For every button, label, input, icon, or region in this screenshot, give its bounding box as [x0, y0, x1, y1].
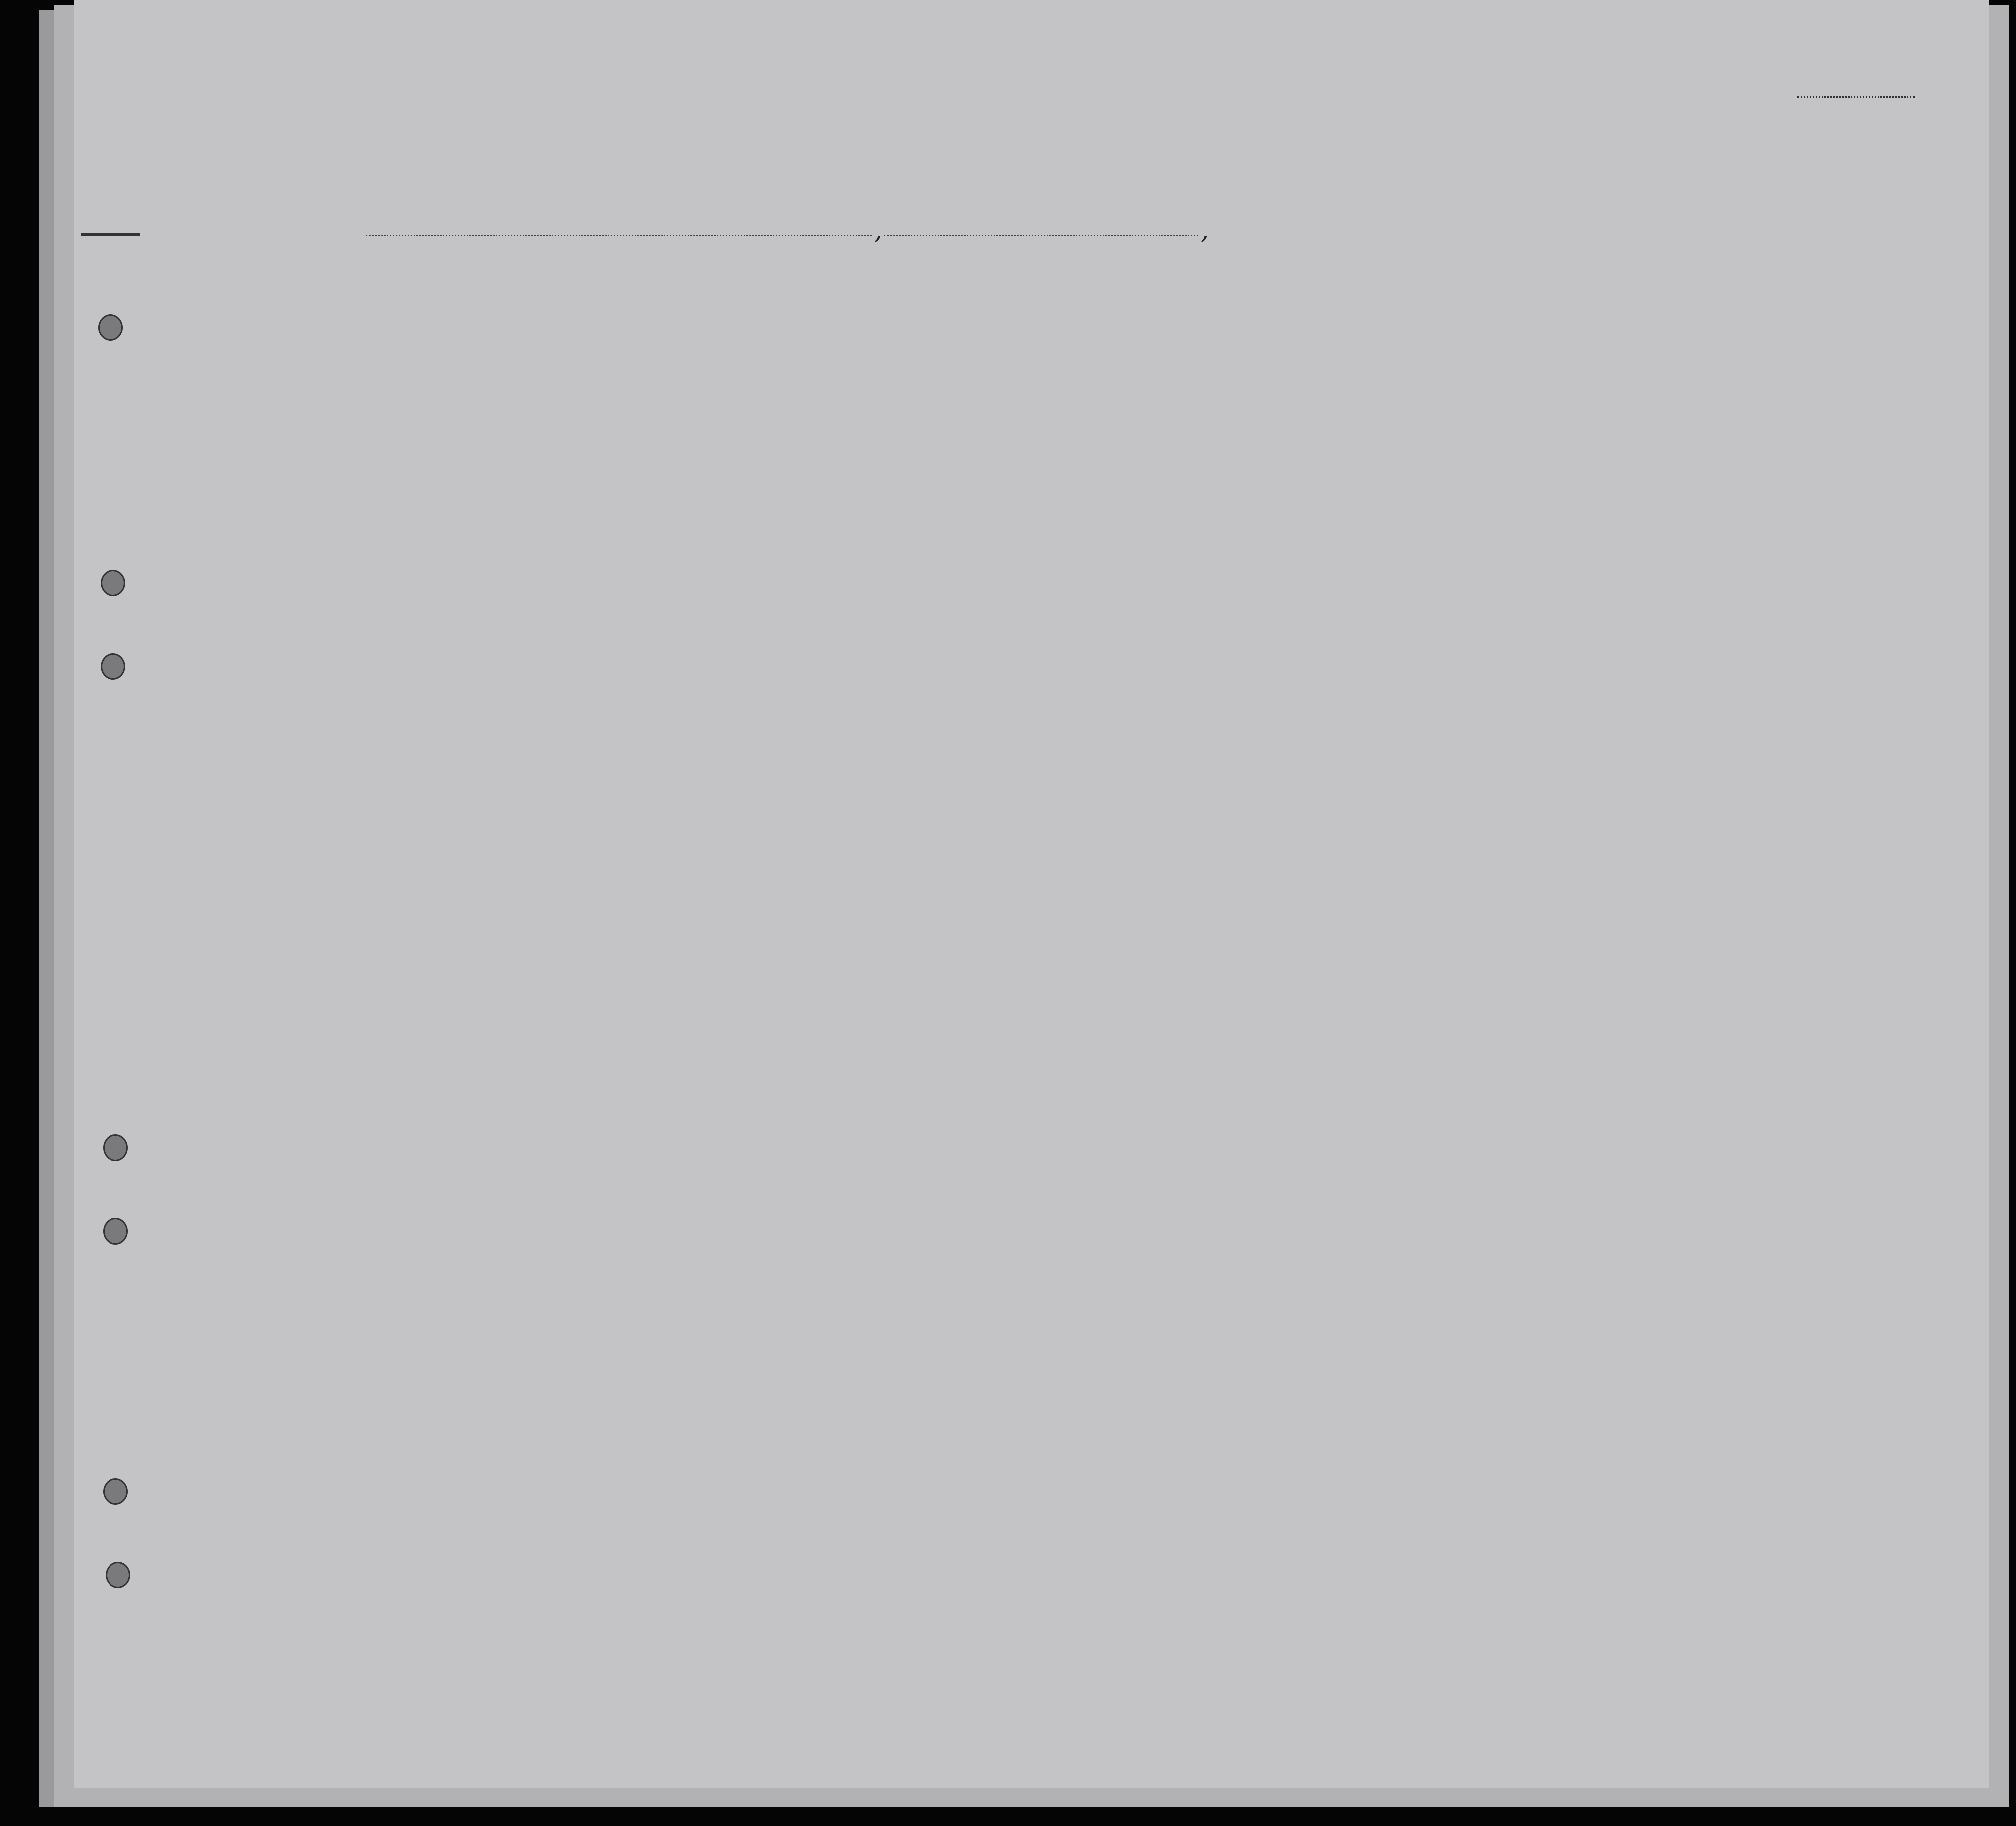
comma-2: , [1201, 216, 1209, 245]
comma: , [874, 216, 882, 245]
binder-hole-icon [101, 570, 125, 596]
binder-hole-icon [106, 1562, 130, 1588]
binder-hole-icon [98, 314, 123, 341]
binder-hole-icon [103, 1478, 128, 1505]
port-line [366, 235, 872, 236]
binder-hole-icon [103, 1134, 128, 1161]
binder-hole-icon [101, 653, 125, 680]
binder-hole-icon [103, 1218, 128, 1245]
arrow-mark-icon [81, 233, 140, 236]
page-subtitle [152, 160, 1645, 177]
date-line [884, 235, 1198, 236]
manifest-sheet [74, 0, 1989, 1788]
list-dotted-line [1797, 96, 1915, 98]
